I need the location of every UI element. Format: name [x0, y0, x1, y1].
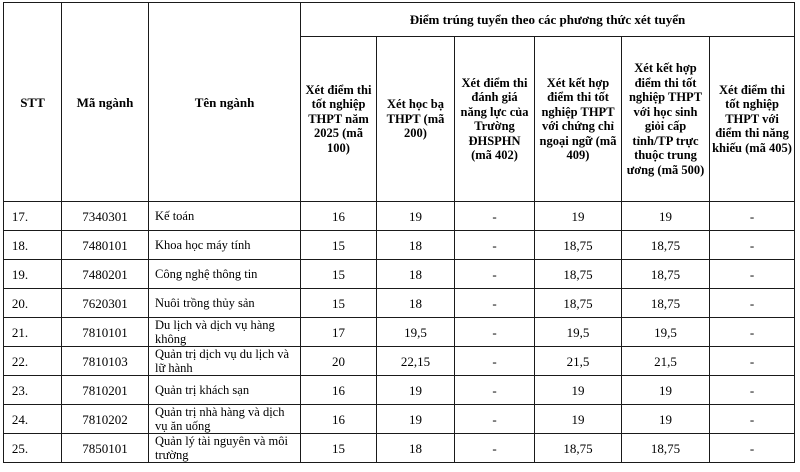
- cell-name: Công nghệ thông tin: [149, 260, 301, 289]
- cell-m500: 19: [622, 202, 710, 231]
- cell-code: 7810103: [62, 347, 149, 376]
- cell-code: 7480201: [62, 260, 149, 289]
- cell-m409: 19: [535, 405, 622, 434]
- admission-score-table: [3, 2, 795, 463]
- cell-m402: -: [455, 318, 535, 347]
- cell-m405: -: [710, 289, 795, 318]
- table-row: [4, 202, 795, 231]
- cell-name: Quản lý tài nguyên và môi trường: [149, 434, 301, 463]
- cell-stt: 19.: [4, 260, 62, 289]
- table-row: [4, 318, 795, 347]
- cell-m500: 18,75: [622, 434, 710, 463]
- cell-m405: -: [710, 260, 795, 289]
- cell-stt: 17.: [4, 202, 62, 231]
- cell-m200: 19: [377, 376, 455, 405]
- cell-m402: -: [455, 347, 535, 376]
- cell-code: 7810202: [62, 405, 149, 434]
- cell-m500: 19,5: [622, 318, 710, 347]
- cell-code: 7340301: [62, 202, 149, 231]
- cell-m405: -: [710, 318, 795, 347]
- cell-code: 7810101: [62, 318, 149, 347]
- cell-stt: 20.: [4, 289, 62, 318]
- cell-m402: -: [455, 202, 535, 231]
- cell-m409: 21,5: [535, 347, 622, 376]
- table-body: [4, 202, 795, 463]
- cell-m500: 18,75: [622, 231, 710, 260]
- cell-m405: -: [710, 434, 795, 463]
- cell-stt: 22.: [4, 347, 62, 376]
- cell-name: Quản trị khách sạn: [149, 376, 301, 405]
- header-method-409: Xét kết hợp điểm thi tốt nghiệp THPT với chứng chỉ ngoại ngữ (mã 409): [535, 37, 622, 202]
- header-stt: STT: [4, 3, 62, 202]
- cell-m409: 18,75: [535, 260, 622, 289]
- cell-m405: -: [710, 347, 795, 376]
- cell-stt: 24.: [4, 405, 62, 434]
- cell-m100: 20: [301, 347, 377, 376]
- cell-m200: 18: [377, 231, 455, 260]
- cell-m405: -: [710, 231, 795, 260]
- cell-m405: -: [710, 405, 795, 434]
- cell-stt: 23.: [4, 376, 62, 405]
- cell-m409: 18,75: [535, 289, 622, 318]
- cell-m405: -: [710, 202, 795, 231]
- cell-m402: -: [455, 231, 535, 260]
- cell-code: 7620301: [62, 289, 149, 318]
- cell-m409: 19,5: [535, 318, 622, 347]
- header-code: Mã ngành: [62, 3, 149, 202]
- cell-name: Du lịch và dịch vụ hàng không: [149, 318, 301, 347]
- cell-m409: 18,75: [535, 231, 622, 260]
- cell-stt: 25.: [4, 434, 62, 463]
- cell-stt: 21.: [4, 318, 62, 347]
- table-row: [4, 434, 795, 463]
- cell-name: Quản trị nhà hàng và dịch vụ ăn uống: [149, 405, 301, 434]
- cell-m200: 18: [377, 289, 455, 318]
- table-row: [4, 231, 795, 260]
- cell-m100: 15: [301, 434, 377, 463]
- header-method-500: Xét kết hợp điểm thi tốt nghiệp THPT với học sinh giỏi cấp tỉnh/TP trực thuộc trung ương (mã 500): [622, 37, 710, 202]
- header-method-group: Điểm trúng tuyển theo các phương thức xét tuyển: [301, 3, 795, 37]
- cell-m100: 15: [301, 289, 377, 318]
- cell-name: Khoa học máy tính: [149, 231, 301, 260]
- cell-m200: 18: [377, 260, 455, 289]
- cell-m402: -: [455, 376, 535, 405]
- table-row: [4, 289, 795, 318]
- cell-m200: 19,5: [377, 318, 455, 347]
- header-method-200: Xét học bạ THPT (mã 200): [377, 37, 455, 202]
- cell-name: Nuôi trồng thủy sản: [149, 289, 301, 318]
- cell-m100: 16: [301, 405, 377, 434]
- cell-m500: 21,5: [622, 347, 710, 376]
- cell-m402: -: [455, 260, 535, 289]
- cell-m402: -: [455, 434, 535, 463]
- header-row-top: [4, 3, 795, 37]
- cell-m409: 19: [535, 202, 622, 231]
- cell-stt: 18.: [4, 231, 62, 260]
- table-row: [4, 405, 795, 434]
- cell-code: 7810201: [62, 376, 149, 405]
- table-row: [4, 260, 795, 289]
- cell-name: Quản trị dịch vụ du lịch và lữ hành: [149, 347, 301, 376]
- cell-m500: 19: [622, 405, 710, 434]
- header-method-100: Xét điểm thi tốt nghiệp THPT năm 2025 (mã 100): [301, 37, 377, 202]
- cell-m200: 18: [377, 434, 455, 463]
- cell-m402: -: [455, 289, 535, 318]
- cell-m100: 16: [301, 376, 377, 405]
- cell-m500: 19: [622, 376, 710, 405]
- cell-m100: 17: [301, 318, 377, 347]
- header-name: Tên ngành: [149, 3, 301, 202]
- cell-name: Kế toán: [149, 202, 301, 231]
- cell-m100: 15: [301, 231, 377, 260]
- cell-m500: 18,75: [622, 289, 710, 318]
- cell-m200: 19: [377, 202, 455, 231]
- cell-m402: -: [455, 405, 535, 434]
- cell-m405: -: [710, 376, 795, 405]
- cell-m100: 16: [301, 202, 377, 231]
- cell-m500: 18,75: [622, 260, 710, 289]
- table-header: [4, 3, 795, 202]
- cell-m200: 22,15: [377, 347, 455, 376]
- cell-m100: 15: [301, 260, 377, 289]
- header-method-405: Xét điểm thi tốt nghiệp THPT với điểm thi năng khiếu (mã 405): [710, 37, 795, 202]
- header-method-402: Xét điểm thi đánh giá năng lực của Trường ĐHSPHN (mã 402): [455, 37, 535, 202]
- table-row: [4, 376, 795, 405]
- cell-m409: 19: [535, 376, 622, 405]
- cell-m409: 18,75: [535, 434, 622, 463]
- cell-code: 7850101: [62, 434, 149, 463]
- cell-m200: 19: [377, 405, 455, 434]
- cell-code: 7480101: [62, 231, 149, 260]
- table-row: [4, 347, 795, 376]
